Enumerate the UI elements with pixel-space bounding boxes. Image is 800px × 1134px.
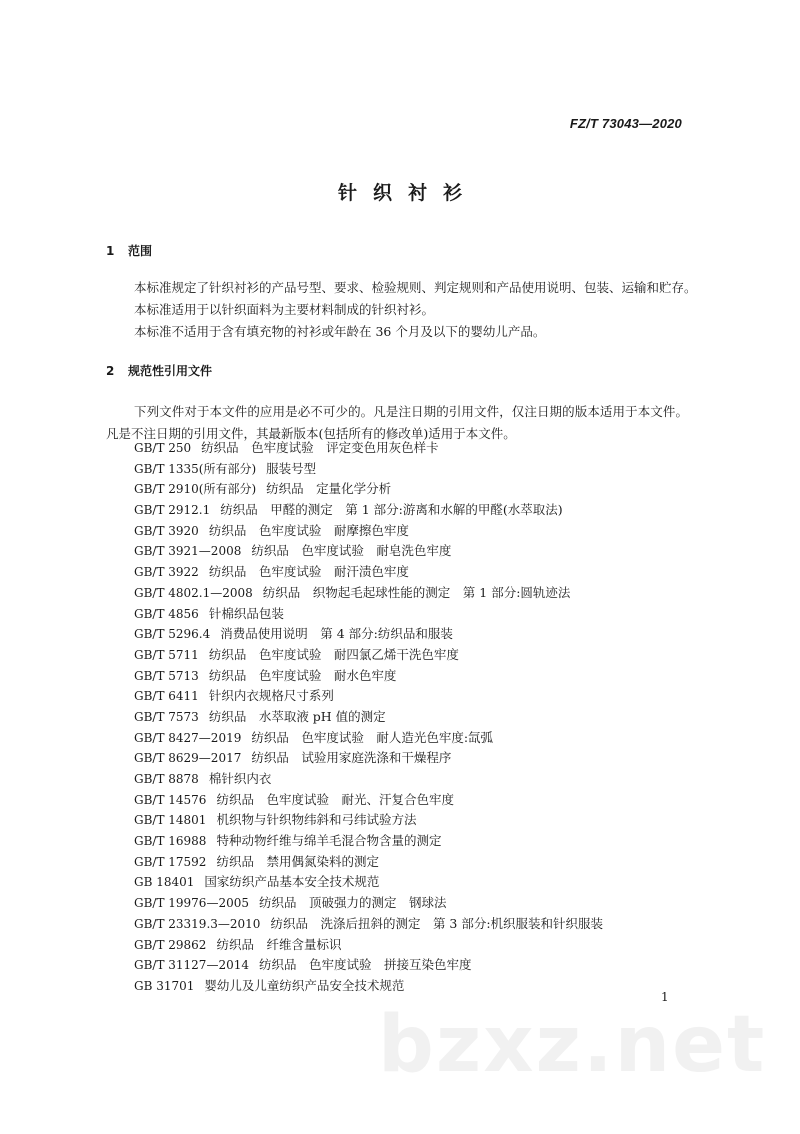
reference-code: GB/T 3922 <box>134 565 199 580</box>
reference-title: 针织内衣规格尺寸系列 <box>208 688 334 704</box>
reference-title: 纺织品 纤维含量标识 <box>216 936 342 952</box>
reference-item <box>134 748 603 769</box>
page-number: 1 <box>661 990 669 1004</box>
reference-item <box>134 893 603 914</box>
reference-title: 纺织品 色牢度试验 耐摩擦色牢度 <box>208 522 409 538</box>
reference-code: GB/T 17592 <box>134 854 207 869</box>
section-heading-scope <box>106 242 152 259</box>
reference-item <box>134 624 603 645</box>
reference-title: 纺织品 色牢度试验 耐皂洗色牢度 <box>251 543 452 559</box>
reference-item <box>134 976 603 997</box>
reference-code: GB/T 29862 <box>134 937 207 952</box>
reference-code: GB/T 5713 <box>134 668 199 683</box>
standard-number: FZ/T 73043—2020 <box>569 116 682 131</box>
section-heading-normative-references <box>106 362 212 379</box>
reference-item <box>134 872 603 893</box>
reference-title: 纺织品 试验用家庭洗涤和干燥程序 <box>251 750 452 766</box>
reference-title: 棉针织内衣 <box>208 771 272 786</box>
reference-title: 纺织品 织物起毛起球性能的测定 第 1 部分:圆轨迹法 <box>262 584 571 600</box>
reference-title: 纺织品 色牢度试验 耐水色牢度 <box>208 667 397 683</box>
reference-code: GB/T 31127—2014 <box>134 958 249 973</box>
reference-title: 针棉织品包装 <box>208 605 284 621</box>
reference-item <box>134 645 603 666</box>
reference-item <box>134 562 603 583</box>
reference-title: 国家纺织产品基本安全技术规范 <box>204 874 380 890</box>
reference-item <box>134 686 603 707</box>
reference-item <box>134 500 603 521</box>
reference-title: 纺织品 色牢度试验 评定变色用灰色样卡 <box>201 440 439 455</box>
reference-item <box>134 831 603 852</box>
reference-title: 婴幼儿及儿童纺织产品安全技术规范 <box>204 977 405 993</box>
reference-item <box>134 666 603 687</box>
reference-code: GB/T 4802.1—2008 <box>134 585 253 600</box>
reference-item <box>134 438 603 459</box>
references-intro-paragraph: 下列文件对于本文件的应用是必不可少的。凡是注日期的引用文件，仅注日期的版本适用于本文件。凡是不注日期的引用文件，其最新版本(包括所有的修改单)适用于本文件。 <box>106 404 688 441</box>
reference-title: 消费品使用说明 第 4 部分:纺织品和服装 <box>220 626 453 642</box>
reference-code: GB/T 16988 <box>134 834 207 849</box>
reference-title: 纺织品 色牢度试验 耐人造光色牢度:氙弧 <box>251 729 494 745</box>
reference-item <box>134 955 603 976</box>
reference-title: 机织物与针织物纬斜和弓纬试验方法 <box>216 812 417 828</box>
reference-list <box>134 438 603 997</box>
reference-code: GB/T 5296.4 <box>134 627 211 642</box>
reference-item <box>134 935 603 956</box>
reference-item <box>134 521 603 542</box>
reference-item <box>134 914 603 935</box>
reference-code: GB/T 8878 <box>134 772 199 786</box>
reference-title: 纺织品 禁用偶氮染料的测定 <box>216 853 379 869</box>
reference-code: GB/T 4856 <box>134 606 199 621</box>
reference-item <box>134 479 603 500</box>
reference-code: GB/T 2910(所有部分) <box>134 482 257 497</box>
reference-title: 纺织品 洗涤后扭斜的测定 第 3 部分:机织服装和针织服装 <box>270 915 604 931</box>
reference-title: 纺织品 色牢度试验 耐光、汗复合色牢度 <box>216 791 454 807</box>
reference-item <box>134 790 603 811</box>
reference-code: GB/T 7573 <box>134 709 199 724</box>
scope-paragraph: 本标准不适用于含有填充物的衬衫或年龄在 36 个月及以下的婴幼儿产品。 <box>134 324 546 339</box>
reference-code: GB/T 14576 <box>134 792 207 807</box>
scope-paragraph: 本标准规定了针织衬衫的产品号型、要求、检验规则、判定规则和产品使用说明、包装、运输和贮存。 <box>134 280 697 295</box>
reference-title: 纺织品 水萃取液 pH 值的测定 <box>208 708 386 724</box>
scope-paragraph: 本标准适用于以针织面料为主要材料制成的针织衬衫。 <box>134 302 435 317</box>
reference-code: GB/T 6411 <box>134 689 199 704</box>
reference-title: 纺织品 顶破强力的测定 钢球法 <box>258 895 447 911</box>
reference-item <box>134 769 603 790</box>
reference-title: 纺织品 色牢度试验 耐汗渍色牢度 <box>208 564 409 580</box>
reference-item <box>134 810 603 831</box>
section-title: 规范性引用文件 <box>128 364 213 378</box>
reference-code: GB/T 8427—2019 <box>134 730 242 745</box>
section-number: 2 <box>106 364 115 378</box>
reference-title: 纺织品 定量化学分析 <box>266 481 392 497</box>
reference-title: 特种动物纤维与绵羊毛混合物含量的测定 <box>216 833 442 849</box>
reference-item <box>134 728 603 749</box>
reference-code: GB/T 1335(所有部分) <box>134 461 257 476</box>
reference-item <box>134 852 603 873</box>
reference-code: GB/T 3920 <box>134 523 199 538</box>
reference-item <box>134 604 603 625</box>
reference-code: GB/T 2912.1 <box>134 503 211 518</box>
reference-title: 纺织品 色牢度试验 拼接互染色牢度 <box>258 957 472 973</box>
reference-title: 纺织品 甲醛的测定 第 1 部分:游离和水解的甲醛(水萃取法) <box>220 502 563 518</box>
reference-code: GB/T 3921—2008 <box>134 544 242 559</box>
reference-code: GB/T 23319.3—2010 <box>134 916 261 931</box>
reference-code: GB 18401 <box>134 875 195 890</box>
section-title: 范围 <box>128 244 153 258</box>
reference-title: 纺织品 色牢度试验 耐四氯乙烯干洗色牢度 <box>208 646 459 662</box>
reference-code: GB 31701 <box>134 978 195 993</box>
document-title: 针织衬衫 <box>337 182 478 204</box>
reference-code: GB/T 5711 <box>134 647 199 662</box>
reference-item <box>134 583 603 604</box>
reference-code: GB/T 8629—2017 <box>134 751 242 766</box>
reference-code: GB/T 19976—2005 <box>134 896 249 911</box>
reference-item <box>134 541 603 562</box>
reference-item <box>134 707 603 728</box>
watermark: bzxz.net <box>378 1000 767 1090</box>
section-number: 1 <box>106 244 115 258</box>
reference-code: GB/T 250 <box>134 441 192 455</box>
reference-item <box>134 459 603 480</box>
reference-code: GB/T 14801 <box>134 813 207 828</box>
reference-title: 服装号型 <box>266 460 317 476</box>
